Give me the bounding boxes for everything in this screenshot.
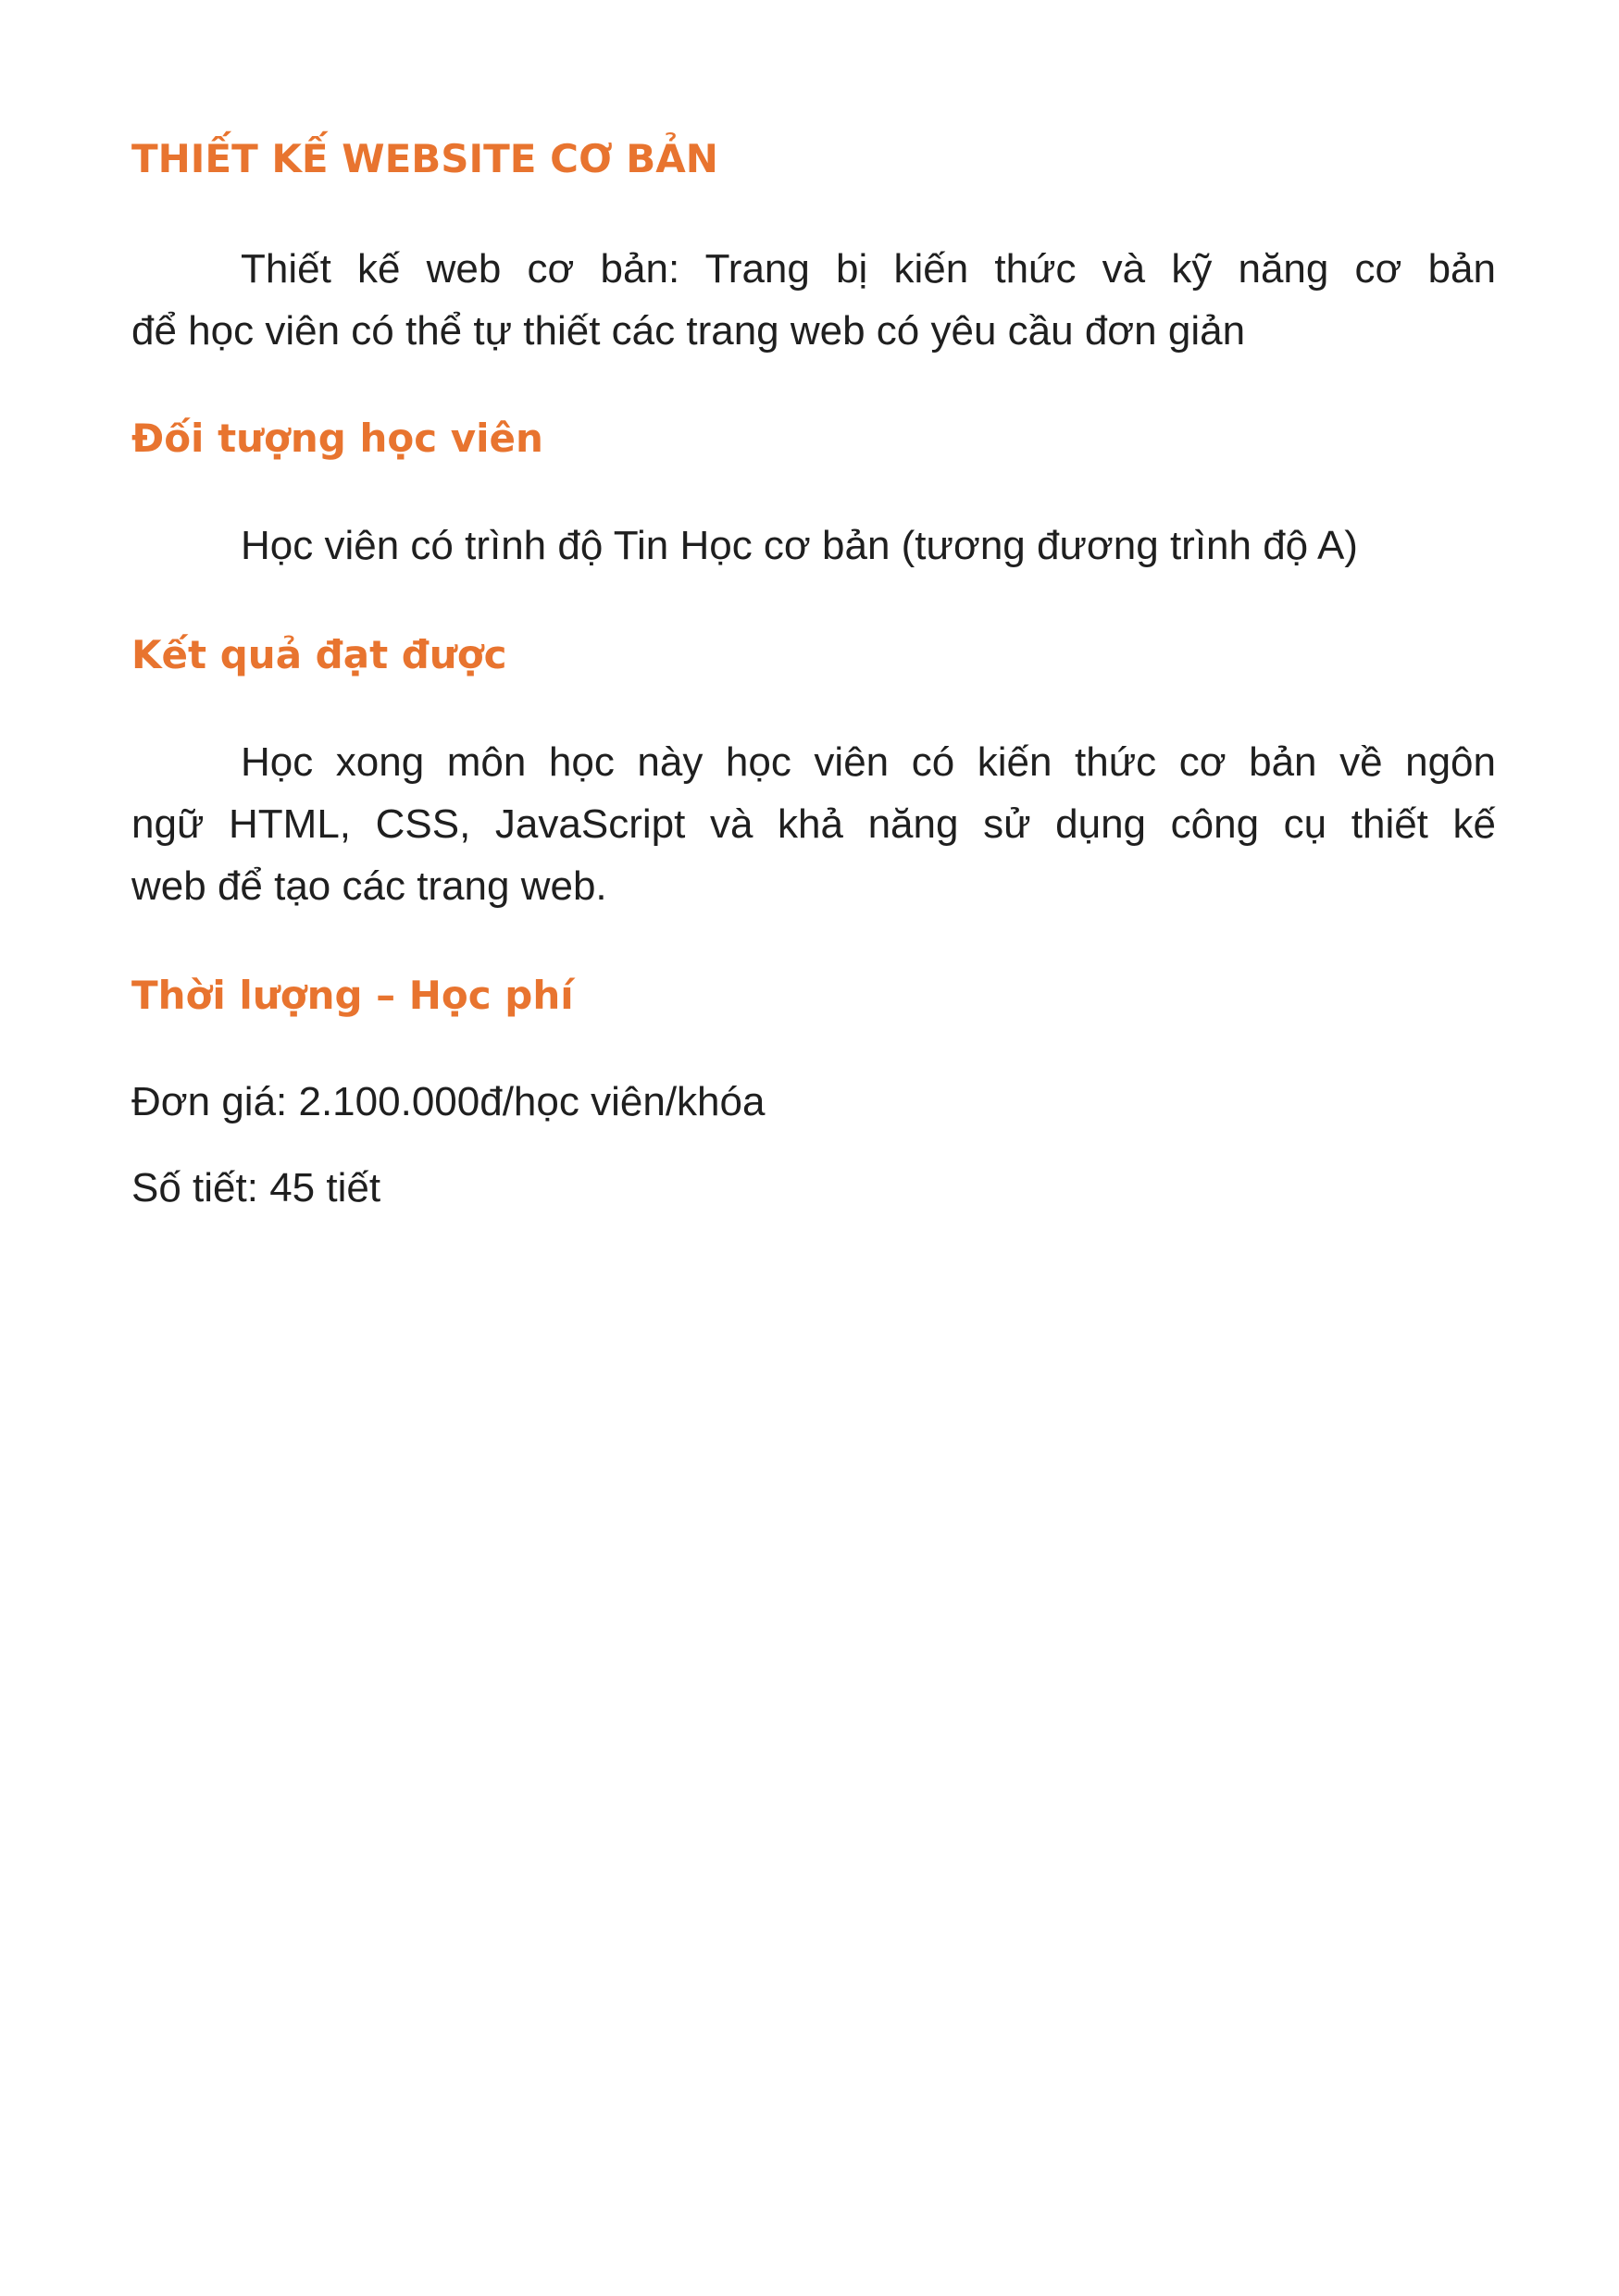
intro-line-2: để học viên có thể tự thiết các trang web có yêu cầu đơn giản (131, 308, 1246, 354)
section-heading-duration-fee: Thời lượng – Học phí (131, 973, 574, 1018)
target-paragraph (131, 515, 1496, 577)
target-text: Học viên có trình độ Tin Học cơ bản (tương đương trình độ A) (241, 523, 1358, 568)
outcome-line-2: ngữ HTML, CSS, JavaScript và khả năng sử dụng công cụ thiết kế (131, 801, 1496, 847)
outcome-line-3: web để tạo các trang web. (131, 863, 607, 909)
periods-text: Số tiết: 45 tiết (131, 1165, 381, 1210)
price-line (131, 1071, 1496, 1133)
section-heading-target: Đối tượng học viên (131, 416, 543, 461)
page-title: THIẾT KẾ WEBSITE CƠ BẢN (131, 136, 718, 181)
intro-paragraph (131, 238, 1496, 362)
outcome-line-1: Học xong môn học này học viên có kiến thức cơ bản về ngôn (241, 739, 1496, 785)
outcome-paragraph (131, 731, 1496, 917)
intro-line-1: Thiết kế web cơ bản: Trang bị kiến thức và kỹ năng cơ bản (241, 246, 1496, 292)
periods-line (131, 1157, 1496, 1219)
section-heading-outcome: Kết quả đạt được (131, 632, 507, 677)
price-text: Đơn giá: 2.100.000đ/học viên/khóa (131, 1079, 766, 1124)
